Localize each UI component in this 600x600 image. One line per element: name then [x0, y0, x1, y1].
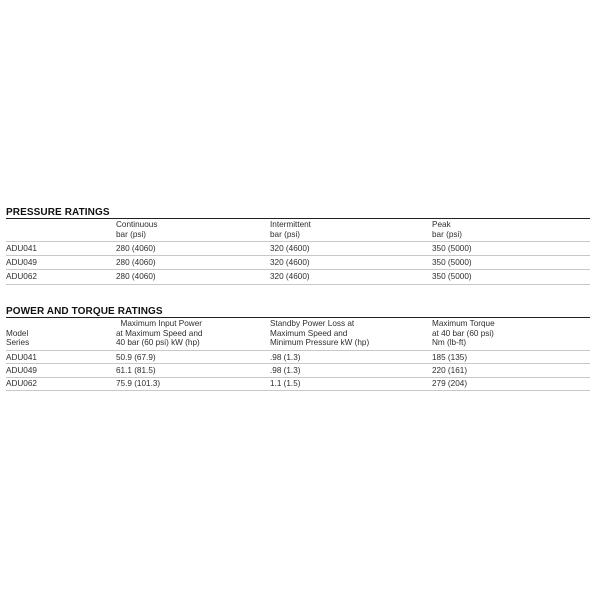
row-divider — [6, 284, 590, 285]
model-cell: ADU062 — [6, 272, 37, 282]
max-torque-cell: 220 (161) — [432, 365, 468, 375]
model-cell: ADU041 — [6, 352, 37, 362]
table-row — [6, 378, 590, 390]
pressure-header-row — [6, 219, 590, 241]
power-header-max-torque: Maximum Torque at 40 bar (60 psi) Nm (lb-ft) — [432, 319, 495, 348]
continuous-cell: 280 (4060) — [116, 244, 156, 253]
table-row — [6, 270, 590, 283]
power-header-standby-power-loss: Standby Power Loss at Maximum Speed and Minimum Pressure kW (hp) — [270, 319, 370, 348]
intermittent-cell: 320 (4600) — [270, 272, 310, 282]
model-cell: ADU041 — [6, 244, 37, 253]
pressure-header-intermittent: Intermittent bar (psi) — [270, 220, 311, 239]
table-row — [6, 364, 590, 376]
peak-cell: 350 (5000) — [432, 272, 472, 282]
row-divider — [6, 390, 590, 391]
max-input-power-cell: 50.9 (67.9) — [116, 352, 156, 362]
peak-cell: 350 (5000) — [432, 244, 472, 253]
model-cell: ADU049 — [6, 365, 37, 375]
table-row — [6, 242, 590, 255]
peak-cell: 350 (5000) — [432, 258, 472, 268]
standby-loss-cell: 1.1 (1.5) — [270, 379, 301, 389]
power-torque-ratings-title: POWER AND TORQUE RATINGS — [6, 306, 163, 317]
standby-loss-cell: .98 (1.3) — [270, 365, 301, 375]
pressure-ratings-title: PRESSURE RATINGS — [6, 207, 110, 218]
table-row — [6, 351, 590, 363]
power-header-row — [6, 318, 590, 350]
power-header-model-series: Model Series — [6, 328, 30, 348]
max-torque-cell: 185 (135) — [432, 352, 468, 362]
max-input-power-cell: 75.9 (101.3) — [116, 379, 161, 389]
table-row — [6, 256, 590, 269]
continuous-cell: 280 (4060) — [116, 258, 156, 268]
pressure-header-continuous: Continuous bar (psi) — [116, 220, 158, 239]
intermittent-cell: 320 (4600) — [270, 258, 310, 268]
max-input-power-cell: 61.1 (81.5) — [116, 365, 156, 375]
standby-loss-cell: .98 (1.3) — [270, 352, 301, 362]
max-torque-cell: 279 (204) — [432, 379, 468, 389]
pressure-ratings-section — [6, 207, 590, 285]
intermittent-cell: 320 (4600) — [270, 244, 310, 253]
continuous-cell: 280 (4060) — [116, 272, 156, 282]
model-cell: ADU049 — [6, 258, 37, 268]
pressure-header-peak: Peak bar (psi) — [432, 220, 463, 239]
power-torque-ratings-section — [6, 306, 590, 391]
power-header-max-input-power: Maximum Input Power at Maximum Speed and 40 bar (60 psi) kW (hp) — [116, 319, 203, 348]
model-cell: ADU062 — [6, 379, 37, 389]
